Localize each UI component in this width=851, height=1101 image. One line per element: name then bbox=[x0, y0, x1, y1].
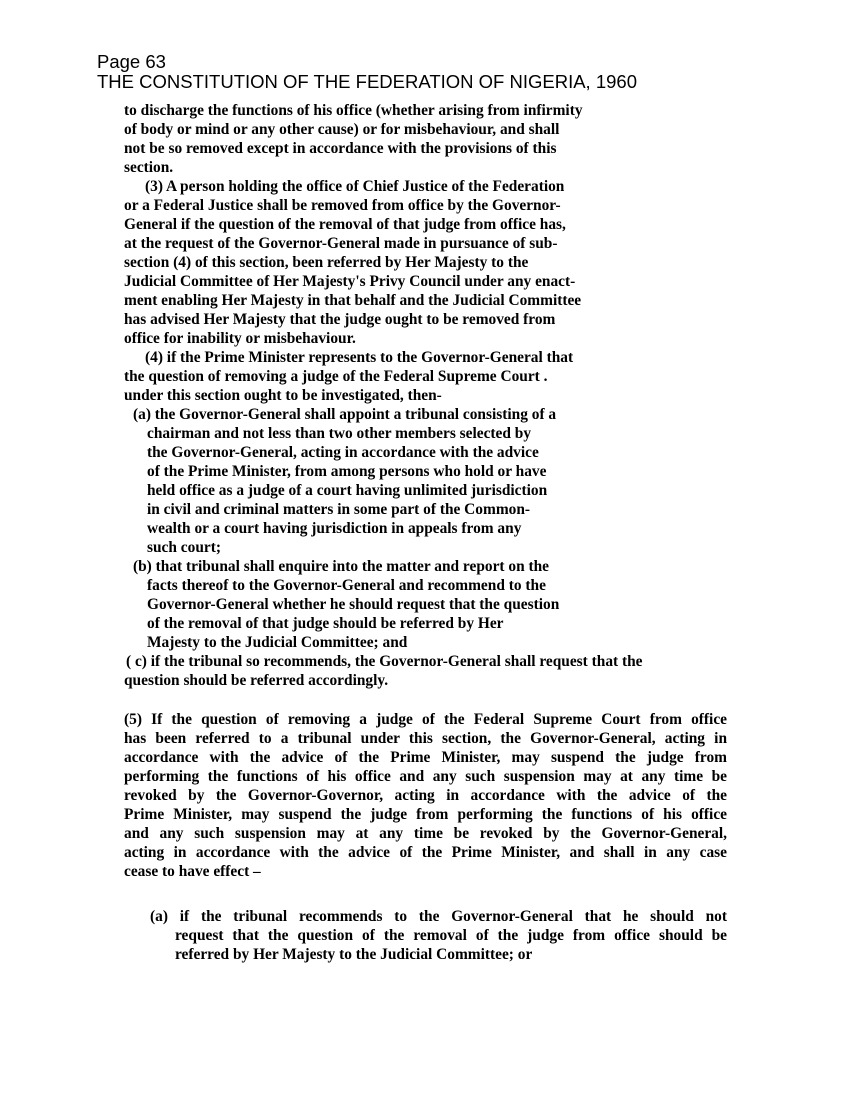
body-line: not be so removed except in accordance with the provisions of this bbox=[124, 140, 557, 157]
body-line: Judicial Committee of Her Majesty's Privy Council under any enact- bbox=[124, 273, 576, 290]
list-item-line: Majesty to the Judicial Committee; and bbox=[147, 634, 408, 651]
body-line: the question of removing a judge of the Federal Supreme Court . bbox=[124, 368, 548, 385]
para5-line: performing the functions of his office and any such suspension may at any time be bbox=[124, 768, 727, 785]
list-item-line: wealth or a court having jurisdiction in appeals from any bbox=[147, 520, 522, 537]
body-line: (4) if the Prime Minister represents to the Governor-General that bbox=[145, 349, 574, 366]
body-line: at the request of the Governor-General made in pursuance of sub- bbox=[124, 235, 558, 252]
list-item-line: ( c) if the tribunal so recommends, the Governor-General shall request that the bbox=[126, 653, 643, 670]
list-item-line: the Governor-General, acting in accordance with the advice bbox=[147, 444, 539, 461]
body-line: section (4) of this section, been referred by Her Majesty to the bbox=[124, 254, 529, 271]
list-item-line: Governor-General whether he should request that the question bbox=[147, 596, 560, 613]
body-line: under this section ought to be investigated, then- bbox=[124, 387, 442, 404]
para5a-line: (a) if the tribunal recommends to the Governor-General that he should not bbox=[150, 908, 727, 925]
para5-line: revoked by the Governor-Governor, acting in accordance with the advice of the bbox=[124, 787, 727, 804]
body-line: office for inability or misbehaviour. bbox=[124, 330, 356, 347]
para5-line: Prime Minister, may suspend the judge from performing the functions of his office bbox=[124, 806, 727, 823]
list-item-line: such court; bbox=[147, 539, 221, 556]
body-line: General if the question of the removal of that judge from office has, bbox=[124, 216, 566, 233]
para5-line: acting in accordance with the advice of the Prime Minister, and shall in any case bbox=[124, 844, 727, 861]
list-item-line: in civil and criminal matters in some part of the Common- bbox=[147, 501, 531, 518]
para5-line: cease to have effect – bbox=[124, 863, 261, 880]
para5-line: accordance with the advice of the Prime Minister, may suspend the judge from bbox=[124, 749, 727, 766]
para5-line: (5) If the question of removing a judge of the Federal Supreme Court from office bbox=[124, 711, 727, 728]
list-item-line: held office as a judge of a court having unlimited jurisdiction bbox=[147, 482, 548, 499]
list-item-line: of the Prime Minister, from among persons who hold or have bbox=[147, 463, 547, 480]
list-item-line: chairman and not less than two other members selected by bbox=[147, 425, 532, 442]
body-line: section. bbox=[124, 159, 174, 176]
list-item-line: (a) the Governor-General shall appoint a tribunal consisting of a bbox=[133, 406, 557, 423]
para5-line: and any such suspension may at any time be revoked by the Governor-General, bbox=[124, 825, 727, 842]
list-item-line: (b) that tribunal shall enquire into the matter and report on the bbox=[133, 558, 549, 575]
para5-line: has been referred to a tribunal under this section, the Governor-General, acting in bbox=[124, 730, 727, 747]
body-line: to discharge the functions of his office (whether arising from infirmity bbox=[124, 102, 583, 119]
body-line: ment enabling Her Majesty in that behalf and the Judicial Committee bbox=[124, 292, 582, 309]
body-line: or a Federal Justice shall be removed from office by the Governor- bbox=[124, 197, 561, 214]
body-line: (3) A person holding the office of Chief Justice of the Federation bbox=[145, 178, 565, 195]
document-title: THE CONSTITUTION OF THE FEDERATION OF NIGERIA, 1960 bbox=[97, 71, 637, 92]
para5a-line: request that the question of the removal of the judge from office should be bbox=[175, 927, 727, 944]
para5a-line: referred by Her Majesty to the Judicial Committee; or bbox=[175, 946, 533, 963]
body-line: of body or mind or any other cause) or for misbehaviour, and shall bbox=[124, 121, 560, 138]
list-item-line: facts thereof to the Governor-General and recommend to the bbox=[147, 577, 546, 594]
list-item-line: of the removal of that judge should be referred by Her bbox=[147, 615, 504, 632]
body-line: question should be referred accordingly. bbox=[124, 672, 389, 689]
page-number-label: Page 63 bbox=[97, 51, 166, 72]
body-line: has advised Her Majesty that the judge ought to be removed from bbox=[124, 311, 556, 328]
